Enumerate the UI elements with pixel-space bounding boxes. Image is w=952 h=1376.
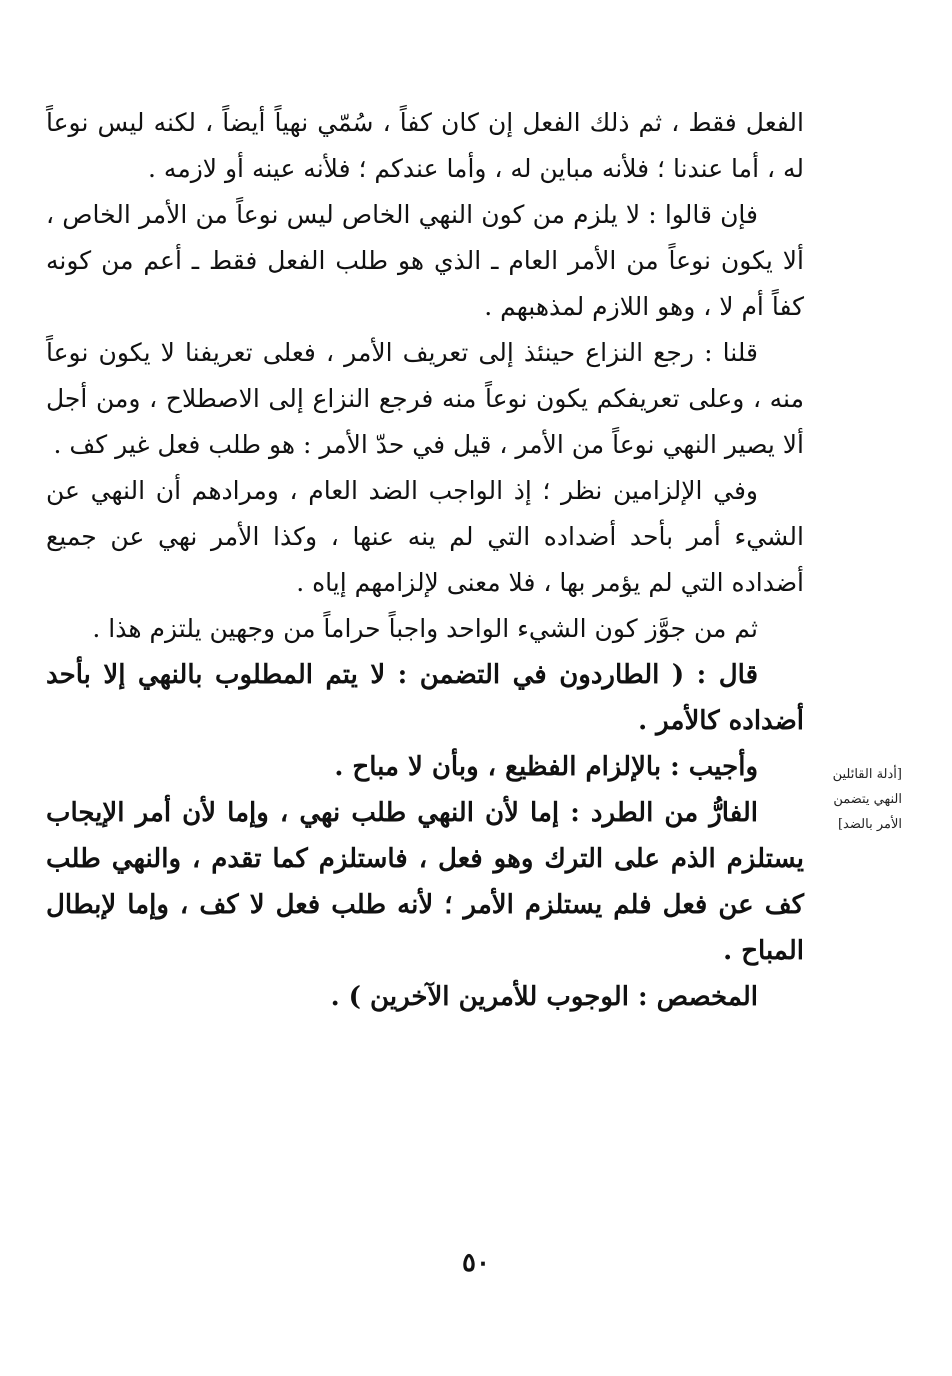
paragraph-7: وأجيب : بالإلزام الفظيع ، وبأن لا مباح .	[334, 752, 758, 782]
paragraph-8: الفارُّ من الطرد : إما لأن النهي طلب نهي ، وإما لأن أمر الإيجاب يستلزم الذم على الترك وهو فعل ، فاستلزم كما تقدم ، والنهي طلب كف عن فعل فلم يستلزم الأمر ؛ لأنه طلب فعل لا كف ، وإما لإبطال المباح .	[46, 798, 804, 966]
paragraph-9-quote-end: المخصص : الوجوب للأمرين الآخرين ) .	[330, 982, 758, 1012]
paragraph-1: الفعل فقط ، ثم ذلك الفعل إن كان كفاً ، سُمّي نهياً أيضاً ، لكنه ليس نوعاً له ، أما عندنا ؛ فلأنه مباين له ، وأما عندكم ؛ فلأنه عينه أو لازمه .	[46, 108, 804, 183]
margin-note	[812, 762, 902, 837]
paragraph-3: قلنا : رجع النزاع حينئذ إلى تعريف الأمر ، فعلى تعريفنا لا يكون نوعاً منه ، وعلى تعريفكم يكون نوعاً منه فرجع النزاع إلى الاصطلاح ، ومن أجل ألا يصير النهي نوعاً من الأمر ، قيل في حدّ الأمر : هو طلب فعل غير كف .	[46, 338, 804, 459]
page-number: ٥٠	[462, 1248, 490, 1278]
margin-note-line-2: النهي يتضمن	[833, 792, 902, 807]
paragraph-6-quote-start: قال : ( الطاردون في التضمن : لا يتم المطلوب بالنهي إلا بأحد أضداده كالأمر .	[46, 660, 804, 736]
paragraph-4: وفي الإلزامين نظر ؛ إذ الواجب الضد العام ، ومرادهم أن النهي عن الشيء أمر بأحد أضداده التي لم ينه عنها ، وكذا الأمر نهي عن جميع أضداده التي لم يؤمر بها ، فلا معنى لإلزامهم إياه .	[46, 476, 804, 597]
margin-note-line-3: الأمر بالضد]	[837, 817, 902, 832]
margin-note-line-1: [أدلة القائلين	[832, 767, 902, 782]
paragraph-5: ثم من جوَّز كون الشيء الواحد واجباً حراماً من وجهين يلتزم هذا .	[92, 614, 758, 643]
main-text	[46, 100, 804, 1020]
paragraph-2: فإن قالوا : لا يلزم من كون النهي الخاص ليس نوعاً من الأمر الخاص ، ألا يكون نوعاً من الأمر العام ـ الذي هو طلب الفعل فقط ـ أعم من كونه كفاً أم لا ، وهو اللازم لمذهبهم .	[46, 200, 804, 321]
